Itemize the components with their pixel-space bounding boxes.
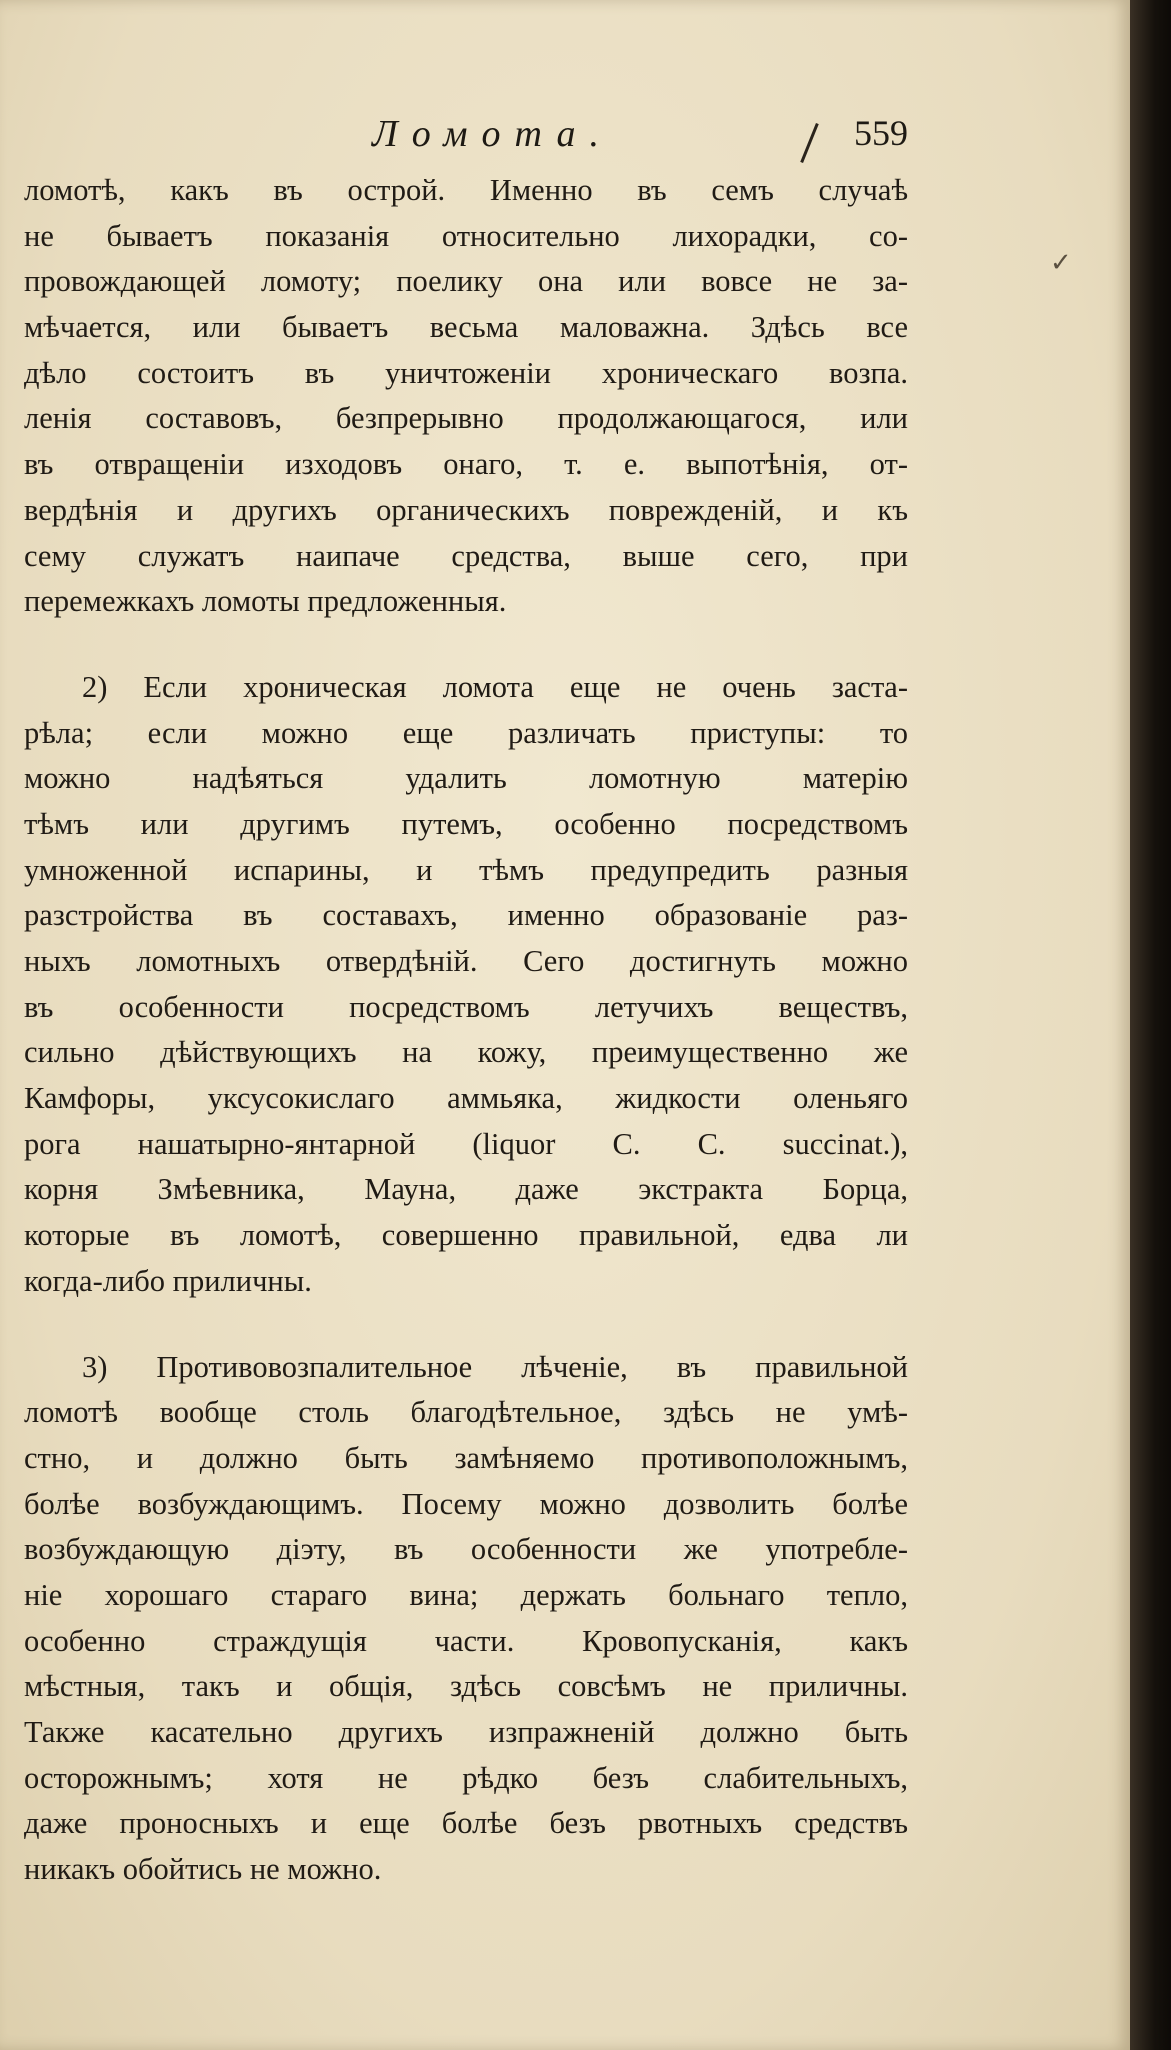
text-line: перемежкахъ ломоты предложенныя. <box>24 584 507 619</box>
text-line: вердѣнія и другихъ органическихъ поврежденій, и къ <box>24 492 908 527</box>
text-line: мѣстныя, такъ и общія, здѣсь совсѣмъ не приличны. <box>24 1669 908 1704</box>
page-edge <box>1130 0 1171 2050</box>
text-line: можно надѣяться удалить ломотную матерію <box>24 761 908 796</box>
paragraph <box>24 665 908 1305</box>
text-line: 3) Противовозпалительное лѣченіе, въ правильной <box>82 1349 908 1384</box>
text-line: никакъ обойтись не можно. <box>24 1852 382 1887</box>
text-line: тѣмъ или другимъ путемъ, особенно посредствомъ <box>24 806 908 841</box>
text-line: даже проносныхъ и еще болѣе безъ рвотныхъ средствъ <box>24 1806 908 1841</box>
page-number: 559 <box>854 113 908 153</box>
paragraph <box>24 1345 908 1893</box>
text-line: рѣла; если можно еще различать приступы: то <box>24 715 908 750</box>
paragraph <box>24 168 908 625</box>
text-line: разстройства въ составахъ, именно образованіе раз- <box>24 898 908 933</box>
text-line: Также касательно другихъ изпражненій должно быть <box>24 1715 908 1749</box>
running-head: Ломота. <box>372 113 613 155</box>
text-line: осторожнымъ; хотя не рѣдко безъ слабительныхъ, <box>24 1760 908 1795</box>
text-line: умноженной испарины, и тѣмъ предупредить разныя <box>24 852 908 887</box>
text-line: которые въ ломотѣ, совершенно правильной, едва ли <box>24 1218 908 1253</box>
body-text <box>24 168 908 1893</box>
text-line: ніе хорошаго стараго вина; держать больнаго тепло, <box>24 1577 908 1612</box>
text-line: ленія составовъ, безпрерывно продолжающагося, или <box>24 401 908 436</box>
text-line: болѣе возбуждающимъ. Посему можно дозволить болѣе <box>24 1486 908 1521</box>
text-line: провождающей ломоту; поелику она или вовсе не за- <box>24 264 908 299</box>
text-line: не бываетъ показанія относительно лихорадки, со- <box>24 218 908 253</box>
text-line: мѣчается, или бываетъ весьма маловажна. Здѣсь все <box>24 310 908 345</box>
text-line: въ особенности посредствомъ летучихъ веществъ, <box>24 989 908 1024</box>
text-line: дѣло состоитъ въ уничтоженіи хроническаго возпа. <box>24 355 908 390</box>
text-line: возбуждающую діэту, въ особенности же употребле- <box>24 1532 908 1567</box>
text-line: въ отвращеніи изходовъ онаго, т. е. выпотѣнія, от- <box>24 447 908 482</box>
text-line: ныхъ ломотныхъ отвердѣній. Сего достигнуть можно <box>24 944 908 978</box>
text-line: ломотѣ, какъ въ острой. Именно въ семъ случаѣ <box>24 173 908 207</box>
text-line: рога нашатырно-янтарной (liquor C. C. succinat.), <box>24 1126 908 1161</box>
text-line: Камфоры, уксусокислаго аммьяка, жидкости оленьяго <box>24 1081 908 1116</box>
text-line: особенно страждущія части. Кровопусканія, какъ <box>24 1623 908 1658</box>
margin-mark: ✓ <box>1050 248 1072 277</box>
text-line: когда-либо приличны. <box>24 1263 312 1298</box>
text-line: корня Змѣевника, Мауна, даже экстракта Борца, <box>24 1172 908 1207</box>
page-header <box>0 112 1130 172</box>
text-line: сильно дѣйствующихъ на кожу, преимущественно же <box>24 1035 908 1070</box>
text-line: 2) Если хроническая ломота еще не очень застa- <box>82 669 908 704</box>
text-line: стно, и должно быть замѣняемо противоположнымъ, <box>24 1440 908 1475</box>
text-line: сему служатъ наипаче средства, выше сего, при <box>24 538 908 573</box>
text-line: ломотѣ вообще столь благодѣтельное, здѣсь не умѣ- <box>24 1395 908 1430</box>
